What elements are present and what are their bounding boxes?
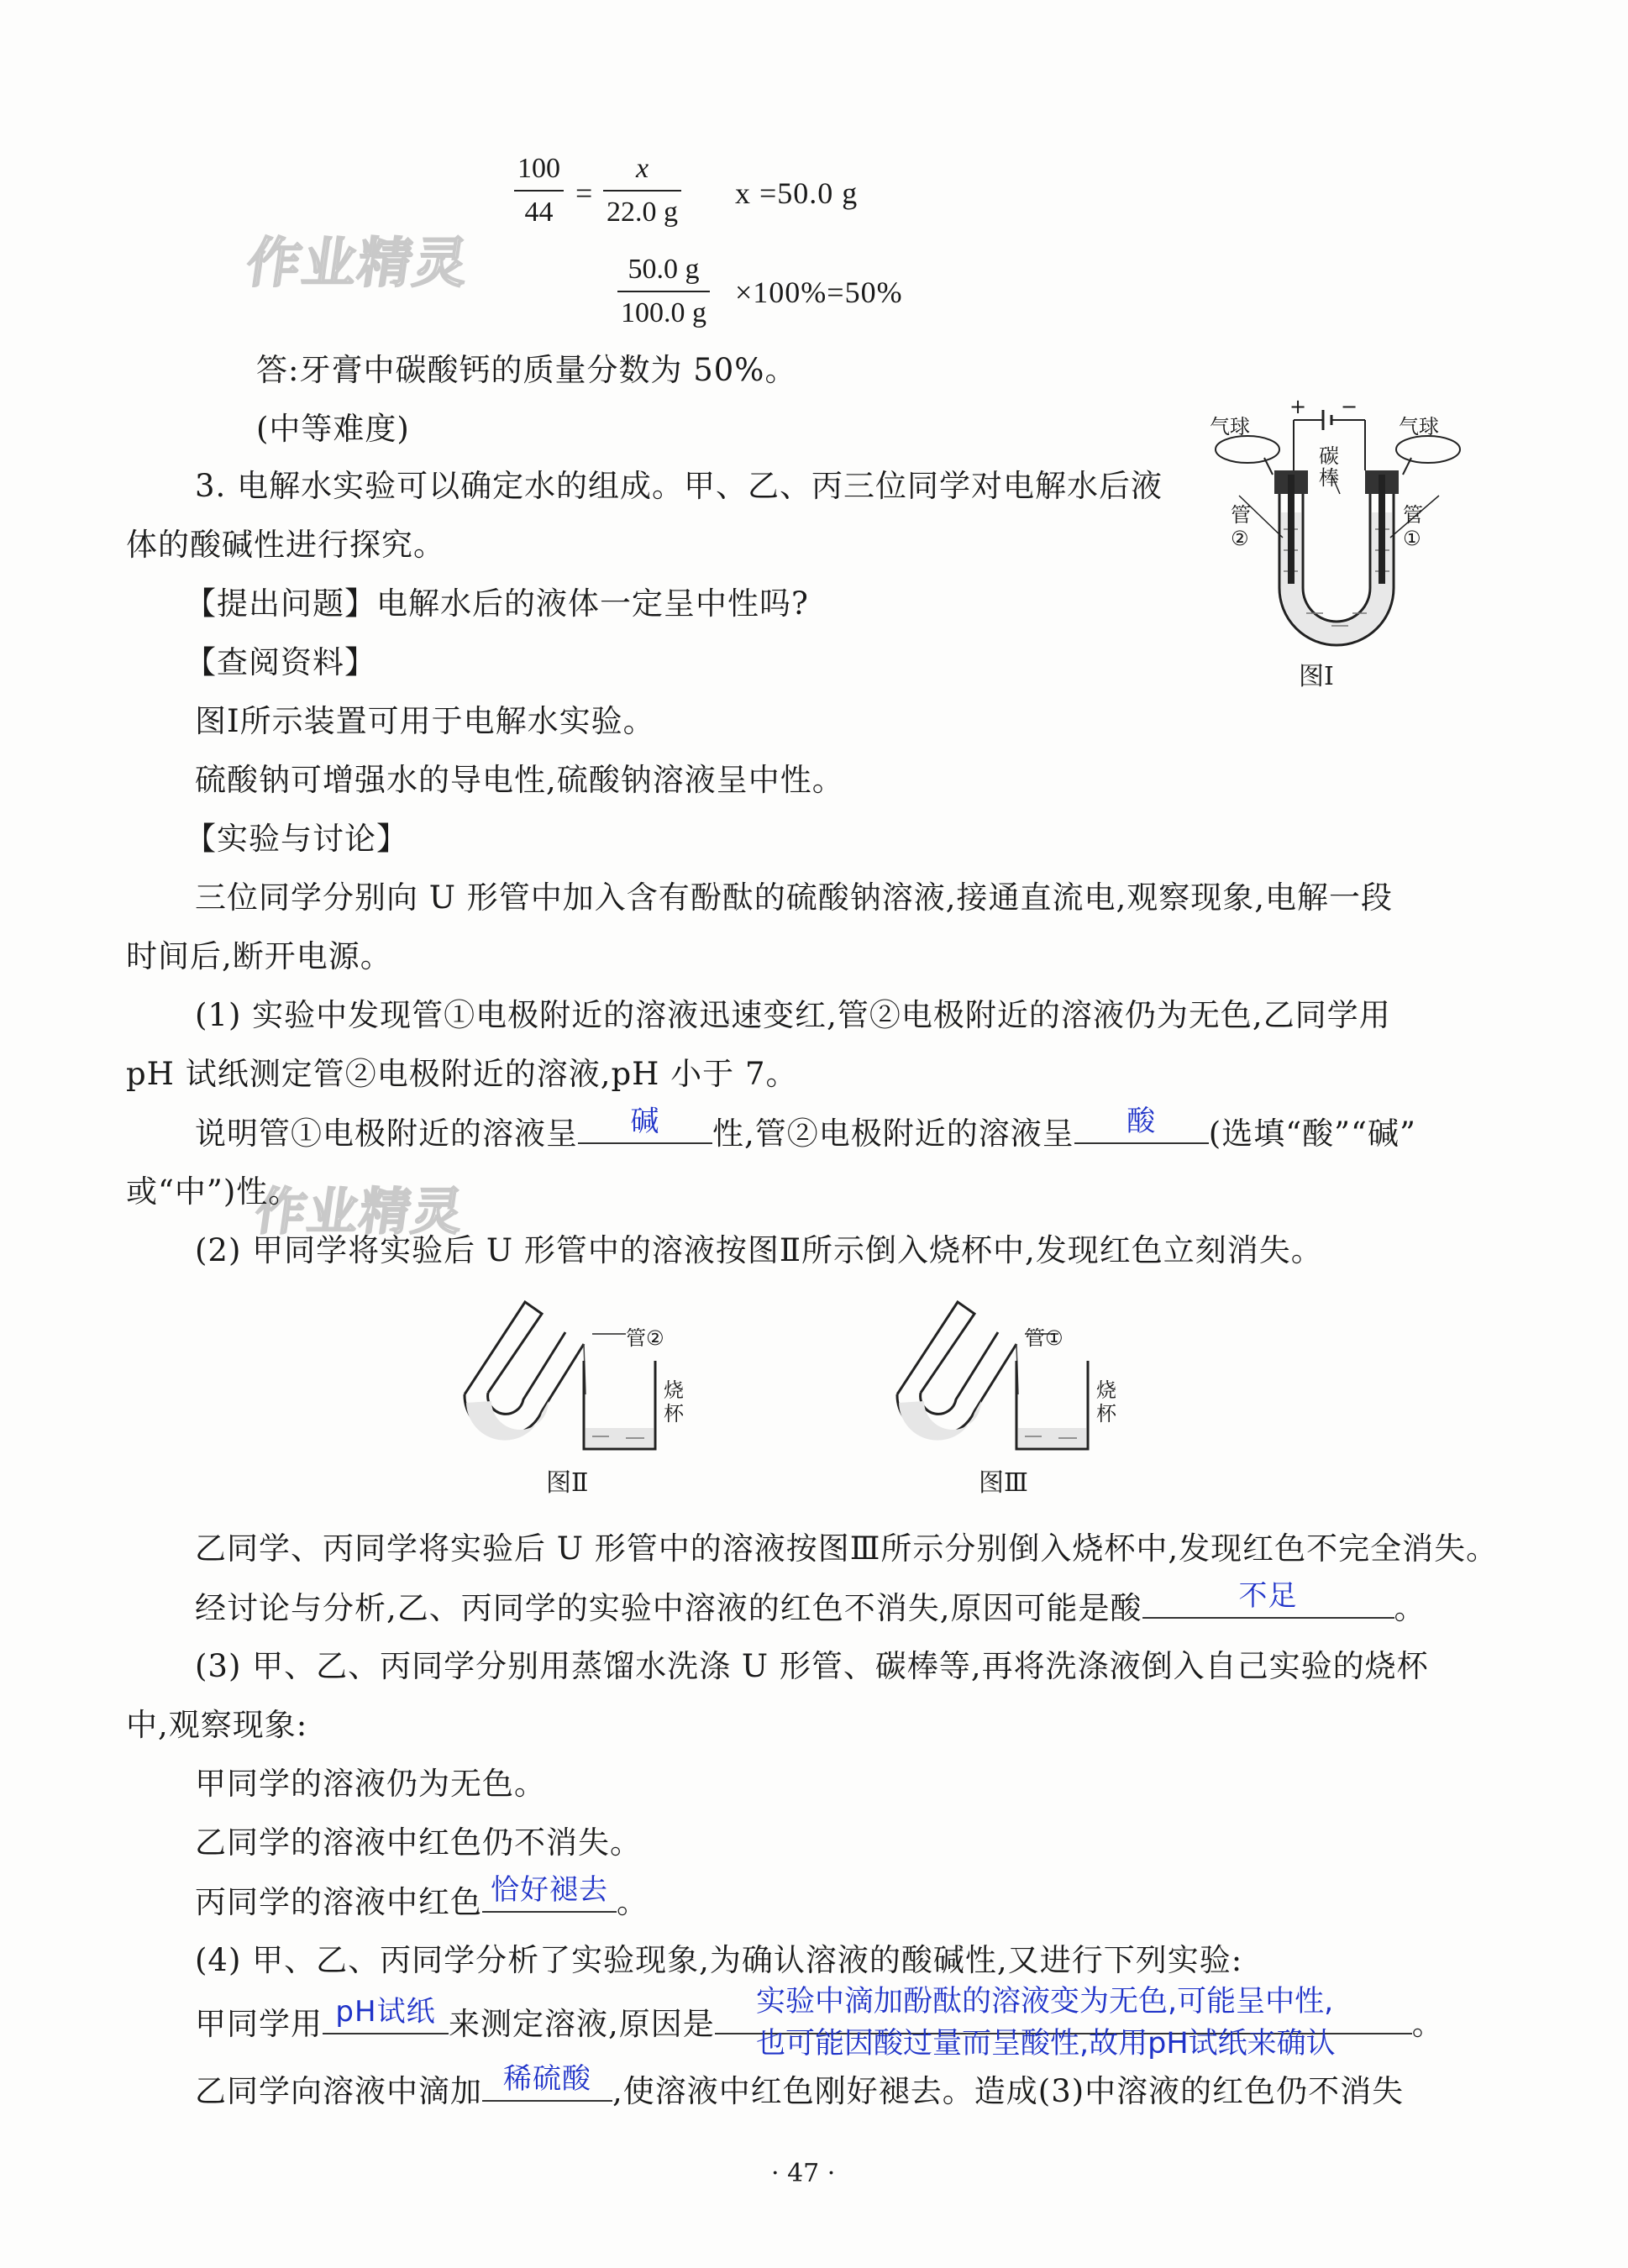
figure-3-caption: 图Ⅲ	[979, 1468, 1028, 1498]
q3-reference-2: 硫酸钠可增强水的导电性,硫酸钠溶液呈中性。	[195, 762, 844, 798]
fig2-tube-label: 管②	[626, 1326, 664, 1350]
figure-2-caption: 图Ⅱ	[546, 1468, 589, 1498]
fraction-100-44	[514, 153, 564, 228]
fig3-beaker-label-1: 烧	[1096, 1378, 1116, 1402]
part4-b-post: ,使溶液中红色刚好褪去。造成(3)中溶液的红色仍不消失	[612, 2073, 1405, 2109]
answer-blank-method[interactable]	[323, 1995, 449, 2034]
watermark: 作业精灵	[251, 1183, 469, 1242]
fill-text-c: (选填“酸”“碱”	[1208, 1116, 1416, 1152]
fraction-denominator: 22.0 g	[603, 190, 681, 228]
fraction-numerator: 100	[517, 153, 560, 184]
calc-result-x: x =50.0 g	[735, 176, 859, 210]
handwritten-answer: 酸	[1126, 1105, 1157, 1138]
q3-part1-fill-line	[195, 1105, 1416, 1152]
q3-experiment-line2: 时间后,断开电源。	[126, 938, 392, 974]
q3-part3-line1: (3) 甲、乙、丙同学分别用蒸馏水洗涤 U 形管、碳棒等,再将洗涤液倒入自己实验的烧杯	[195, 1648, 1429, 1684]
fraction-x-22	[603, 153, 681, 228]
tube-1-label-1: 管	[1403, 503, 1423, 527]
fraction-numerator: x	[635, 153, 649, 184]
part2-c-post: 。	[1394, 1590, 1426, 1626]
q3-reference-1: 图Ⅰ所示装置可用于电解水实验。	[195, 703, 655, 739]
q3-part3-line2: 中,观察现象:	[126, 1707, 308, 1743]
fig2-beaker-label-1: 烧	[664, 1378, 684, 1402]
q3-part2: (2) 甲同学将实验后 U 形管中的溶液按图Ⅱ所示倒入烧杯中,发现红色立刻消失。	[195, 1232, 1323, 1268]
pour-figure-3	[890, 1294, 1142, 1462]
handwritten-answer: 恰好褪去	[491, 1873, 608, 1907]
q3-part4-b	[195, 2062, 1405, 2109]
q3-part3-a: 甲同学的溶液仍为无色。	[195, 1766, 546, 1802]
fig2-beaker-label-2: 杯	[664, 1401, 684, 1425]
fig2-beaker-label	[664, 1379, 684, 1425]
q3-part1-line1: (1) 实验中发现管①电极附近的溶液迅速变红,管②电极附近的溶液仍为无色,乙同学用	[195, 997, 1391, 1033]
page-number: · 47 ·	[771, 2159, 836, 2188]
q3-part4-line1: (4) 甲、乙、丙同学分析了实验现象,为确认溶液的酸碱性,又进行下列实验:	[195, 1942, 1243, 1978]
part4-a-post: 。	[1411, 2006, 1444, 2042]
fraction-numerator: 50.0 g	[628, 254, 700, 285]
tube-1-label-2: ①	[1403, 526, 1421, 550]
answer-blank-acid[interactable]	[1074, 1105, 1209, 1144]
calc-result-percent: ×100%=50%	[735, 276, 903, 309]
handwritten-reason-line1: 实验中滴加酚酞的溶液变为无色,可能呈中性,	[756, 1985, 1334, 2019]
q3-experiment-line1: 三位同学分别向 U 形管中加入含有酚酞的硫酸钠溶液,接通直流电,观察现象,电解一段	[195, 879, 1393, 916]
q3-stem-line2: 体的酸碱性进行探究。	[126, 527, 445, 563]
battery-plus: +	[1289, 395, 1307, 418]
equals-sign: =	[575, 176, 594, 210]
answer-blank-reason[interactable]	[1142, 1579, 1394, 1619]
part4-a-pre: 甲同学用	[195, 2006, 323, 2042]
balloon-left-label: 气球	[1210, 415, 1250, 438]
handwritten-answer: 稀硫酸	[503, 2062, 591, 2096]
difficulty-label: (中等难度)	[256, 411, 410, 447]
q3-experiment-title: 【实验与讨论】	[185, 821, 408, 857]
answer-blank-color[interactable]	[482, 1873, 617, 1913]
q3-part3-c	[195, 1873, 649, 1920]
fig3-beaker-label	[1096, 1379, 1116, 1425]
part2-c-pre: 经讨论与分析,乙、丙同学的实验中溶液的红色不消失,原因可能是酸	[195, 1590, 1142, 1626]
handwritten-answer: 碱	[630, 1105, 660, 1138]
answer-blank-reagent[interactable]	[482, 2062, 612, 2102]
fig3-tube-label: 管①	[1025, 1326, 1063, 1350]
fig3-beaker-label-2: 杯	[1096, 1401, 1116, 1425]
tube-2-label-2: ②	[1231, 526, 1249, 550]
tube-2-label	[1231, 504, 1251, 550]
q3-part3-b: 乙同学的溶液中红色仍不消失。	[195, 1824, 642, 1861]
tube-1-label	[1403, 504, 1423, 550]
figure-1-caption: 图Ⅰ	[1299, 662, 1334, 691]
q3-part1-line4: 或“中”)性。	[126, 1173, 301, 1210]
tube-2-label-1: 管	[1231, 503, 1251, 527]
answer-blank-base[interactable]	[578, 1105, 712, 1144]
carbon-rod-label	[1319, 445, 1339, 490]
part4-b-pre: 乙同学向溶液中滴加	[195, 2073, 482, 2109]
handwritten-reason-line2: 也可能因酸过量而呈酸性,故用pH试纸来确认	[756, 2027, 1336, 2061]
handwritten-answer: pH试纸	[335, 1995, 436, 2029]
q3-stem-line1: 3. 电解水实验可以确定水的组成。甲、乙、丙三位同学对电解水后液	[195, 468, 1163, 504]
carbon-rod-label-2: 棒	[1319, 466, 1339, 491]
part3-c-pre: 丙同学的溶液中红色	[195, 1884, 482, 1920]
handwritten-answer: 不足	[1238, 1579, 1298, 1613]
part3-c-post: 。	[617, 1884, 649, 1920]
watermark: 作业精灵	[242, 233, 474, 295]
q3-part2-c	[195, 1579, 1426, 1626]
q3-part2-b: 乙同学、丙同学将实验后 U 形管中的溶液按图Ⅲ所示分别倒入烧杯中,发现红色不完全消失。	[195, 1530, 1499, 1567]
fraction-denominator: 100.0 g	[617, 291, 710, 329]
q3-reference-title: 【查阅资料】	[185, 644, 376, 680]
q3-part1-line2: pH 试纸测定管②电极附近的溶液,pH 小于 7。	[126, 1056, 798, 1092]
answer-line: 答:牙膏中碳酸钙的质量分数为 50%。	[256, 352, 797, 388]
balloon-right-label: 气球	[1399, 415, 1439, 438]
carbon-rod-label-1: 碳	[1319, 444, 1339, 468]
fill-text-b: 性,管②电极附近的溶液呈	[712, 1116, 1074, 1152]
pour-figure-2	[458, 1294, 710, 1462]
battery-minus: −	[1341, 395, 1358, 418]
fraction-50-100	[617, 254, 710, 329]
fill-text-a: 说明管①电极附近的溶液呈	[195, 1116, 578, 1152]
q3-question: 【提出问题】电解水后的液体一定呈中性吗?	[185, 585, 809, 622]
fraction-denominator: 44	[514, 190, 564, 228]
part4-a-mid: 来测定溶液,原因是	[449, 2006, 715, 2042]
